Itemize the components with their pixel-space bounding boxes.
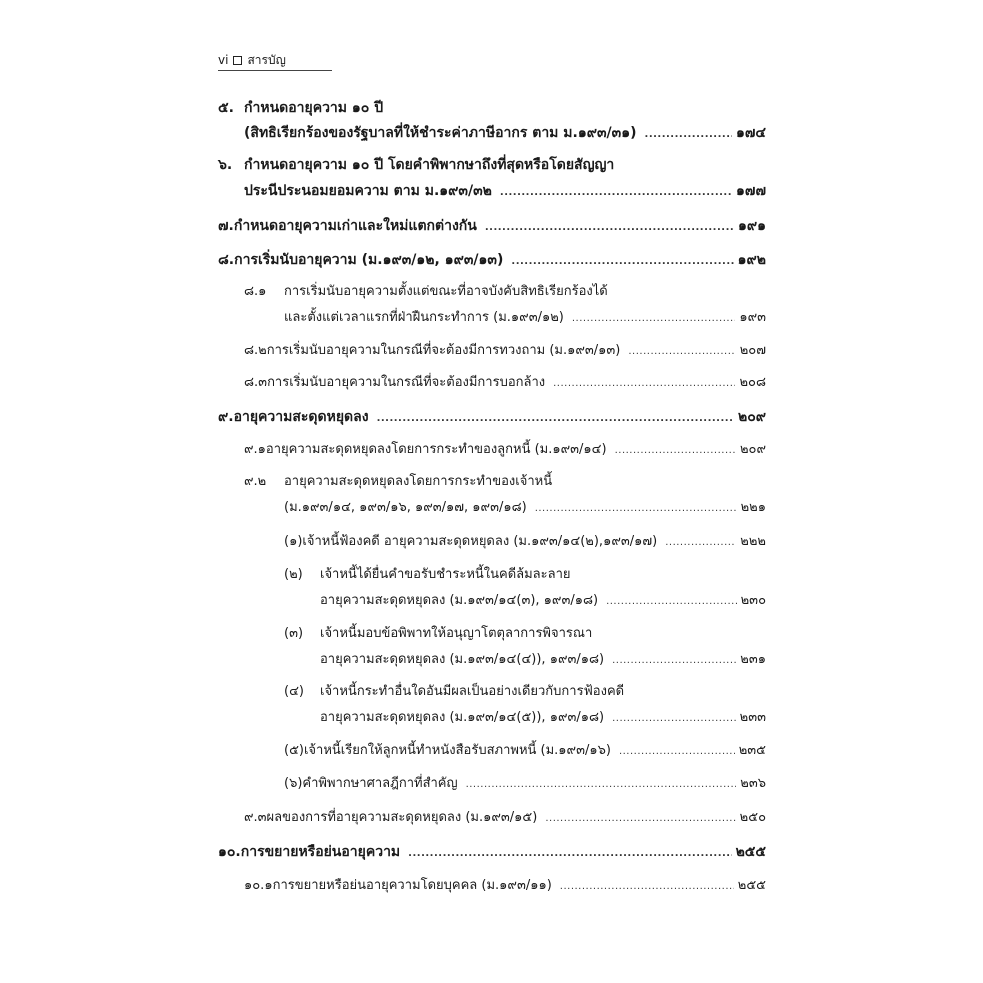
toc-entry-number: (๑) bbox=[284, 534, 303, 549]
toc-entry-page: ๒๓๓ bbox=[739, 710, 766, 725]
toc-entry-page: ๒๐๗ bbox=[739, 343, 766, 358]
toc-entry-page: ๑๙๒ bbox=[737, 252, 766, 268]
toc-entry-page: ๒๕๐ bbox=[739, 810, 766, 825]
toc-entry-7[interactable] bbox=[218, 219, 766, 233]
toc-entry-page: ๒๕๕ bbox=[737, 878, 766, 893]
toc-entry-number: (๔) bbox=[284, 684, 304, 699]
toc-entry-number: ๘.๑ bbox=[244, 284, 267, 299]
toc-entry-5-line-1 bbox=[218, 101, 383, 115]
toc-entry-title: กำหนดอายุความเก่าและใหม่แตกต่างกัน bbox=[233, 218, 477, 234]
page-header-title: สารบัญ bbox=[247, 52, 286, 67]
toc-entry-number: ๙.๓ bbox=[244, 810, 267, 825]
toc-entry-title: การเริ่มนับอายุความในกรณีที่จะต้องมีการทวงถาม (ม.๑๙๓/๑๓) bbox=[266, 343, 621, 358]
leader-dots bbox=[485, 223, 734, 233]
toc-entry-8-3[interactable] bbox=[244, 376, 766, 389]
toc-entry-9-2-2-line-1 bbox=[284, 568, 571, 581]
toc-entry-10-1[interactable] bbox=[244, 879, 766, 892]
toc-entry-title: อายุความสะดุดหยุดลงโดยการกระทำของลูกหนี้ (ม.๑๙๓/๑๔) bbox=[265, 442, 607, 457]
page-number-roman: vi bbox=[218, 53, 229, 67]
toc-entry-9-1[interactable] bbox=[244, 443, 766, 456]
toc-entry-number: ๑๐. bbox=[218, 844, 241, 860]
leader-dots bbox=[511, 257, 733, 267]
toc-entry-9-2-line-2[interactable] bbox=[284, 501, 766, 514]
toc-entry-title: เจ้าหนี้ฟ้องคดี อายุความสะดุดหยุดลง (ม.๑๙๓/๑๔(๒),๑๙๓/๑๗) bbox=[302, 534, 658, 549]
leader-dots bbox=[628, 347, 735, 357]
toc-entry-number: ๕. bbox=[218, 100, 234, 116]
toc-entry-9-2-4-line-2[interactable] bbox=[320, 711, 766, 724]
leader-dots bbox=[572, 314, 735, 324]
leader-dots bbox=[545, 814, 735, 824]
toc-entry-number: ๑๐.๑ bbox=[244, 878, 273, 893]
leader-dots bbox=[560, 882, 734, 892]
toc-entry-9-2-3-line-2[interactable] bbox=[320, 653, 766, 666]
toc-entry-9-2-2-line-2[interactable] bbox=[320, 594, 766, 607]
toc-entry-9-2-6[interactable] bbox=[284, 777, 766, 790]
toc-entry-8-1-line-2[interactable] bbox=[284, 311, 766, 324]
toc-entry-title: ผลของการที่อายุความสะดุดหยุดลง (ม.๑๙๓/๑๕) bbox=[266, 810, 538, 825]
toc-entry-page: ๒๐๘ bbox=[739, 375, 766, 390]
leader-dots bbox=[553, 379, 735, 389]
toc-entry-title: คำพิพากษาศาลฎีกาที่สำคัญ bbox=[302, 776, 458, 791]
toc-entry-8-1-line-1 bbox=[244, 285, 608, 298]
square-bullet-icon bbox=[233, 56, 242, 65]
toc-entry-6-line-2[interactable] bbox=[244, 184, 766, 198]
toc-entry-title: การเริ่มนับอายุความตั้งแต่ขณะที่อาจบังคับสิทธิเรียกร้องได้ bbox=[284, 284, 608, 299]
toc-entry-9-2-3-line-1 bbox=[284, 627, 592, 640]
leader-dots bbox=[377, 414, 734, 424]
toc-entry-number: ๙.๑ bbox=[244, 442, 266, 457]
leader-dots bbox=[612, 656, 736, 666]
toc-entry-title: เจ้าหนี้มอบข้อพิพาทให้อนุญาโตตุลาการพิจารณา bbox=[320, 626, 593, 641]
toc-entry-number: (๖) bbox=[284, 776, 303, 791]
toc-entry-9-3[interactable] bbox=[244, 811, 766, 824]
toc-entry-title-cont: อายุความสะดุดหยุดลง (ม.๑๙๓/๑๔(๔)), ๑๙๓/๑๘) bbox=[320, 652, 605, 667]
toc-entry-page: ๑๗๔ bbox=[735, 125, 766, 141]
toc-entry-title-cont: ประนีประนอมยอมความ ตาม ม.๑๙๓/๓๒ bbox=[244, 183, 492, 199]
leader-dots bbox=[535, 504, 737, 514]
toc-entry-5-line-2[interactable] bbox=[244, 126, 766, 140]
toc-entry-title: การขยายหรือย่นอายุความ bbox=[240, 844, 401, 860]
toc-entry-page: ๒๒๒ bbox=[740, 534, 766, 549]
toc-entry-title: เจ้าหนี้ได้ยื่นคำขอรับชำระหนี้ในคดีล้มละลาย bbox=[320, 567, 571, 582]
toc-entry-title: การเริ่มนับอายุความในกรณีที่จะต้องมีการบอกล้าง bbox=[267, 375, 546, 390]
toc-entry-number: ๘.๒ bbox=[244, 343, 267, 358]
leader-dots bbox=[619, 747, 735, 757]
toc-entry-number: ๙. bbox=[218, 409, 234, 425]
toc-entry-8-2[interactable] bbox=[244, 344, 766, 357]
toc-entry-6-line-1 bbox=[218, 158, 614, 172]
toc-entry-number: ๘.๓ bbox=[244, 375, 268, 390]
leader-dots bbox=[612, 714, 736, 724]
toc-entry-title: กำหนดอายุความ ๑๐ ปี bbox=[244, 100, 384, 116]
toc-entry-page: ๑๙๑ bbox=[737, 218, 766, 234]
toc-entry-page: ๒๕๕ bbox=[735, 844, 766, 860]
toc-entry-title: เจ้าหนี้กระทำอื่นใดอันมีผลเป็นอย่างเดียวกับการฟ้องคดี bbox=[320, 684, 625, 699]
toc-entry-title-cont: อายุความสะดุดหยุดลง (ม.๑๙๓/๑๔(๕)), ๑๙๓/๑๘) bbox=[320, 710, 605, 725]
leader-dots bbox=[615, 446, 736, 456]
toc-entry-title-cont: และตั้งแต่เวลาแรกที่ฝ่าฝืนกระทำการ (ม.๑๙๓/๑๒) bbox=[284, 310, 564, 325]
toc-entry-9-2-4-line-1 bbox=[284, 685, 624, 698]
leader-dots bbox=[466, 780, 737, 790]
toc-entry-page: ๒๓๖ bbox=[740, 776, 766, 791]
toc-entry-number: ๖. bbox=[218, 157, 233, 173]
toc-entry-number: ๙.๒ bbox=[244, 474, 267, 489]
toc-entry-page: ๒๐๙ bbox=[737, 409, 766, 425]
toc-entry-page: ๒๓๑ bbox=[740, 652, 766, 667]
toc-entry-page: ๑๗๗ bbox=[736, 183, 766, 199]
toc-entry-10[interactable] bbox=[218, 845, 766, 859]
toc-entry-page: ๒๐๙ bbox=[739, 442, 766, 457]
toc-entry-number: (๒) bbox=[284, 567, 303, 582]
toc-entry-title: เจ้าหนี้เรียกให้ลูกหนี้ทำหนังสือรับสภาพหนี้ (ม.๑๙๓/๑๖) bbox=[303, 743, 611, 758]
leader-dots bbox=[665, 538, 736, 548]
toc-entry-number: ๗. bbox=[218, 218, 234, 234]
toc-entry-9-2-1[interactable] bbox=[284, 535, 766, 548]
leader-dots bbox=[408, 849, 731, 859]
leader-dots bbox=[645, 130, 732, 140]
toc-entry-9-2-5[interactable] bbox=[284, 744, 766, 757]
toc-entry-number: (๕) bbox=[284, 743, 304, 758]
toc-entry-title-cont: (ม.๑๙๓/๑๔, ๑๙๓/๑๖, ๑๙๓/๑๗, ๑๙๓/๑๘) bbox=[284, 500, 527, 515]
toc-entry-title: กำหนดอายุความ ๑๐ ปี โดยคำพิพากษาถึงที่สุดหรือโดยสัญญา bbox=[244, 157, 615, 173]
toc-entry-title: อายุความสะดุดหยุดลงโดยการกระทำของเจ้าหนี้ bbox=[284, 474, 553, 489]
toc-entry-title: อายุความสะดุดหยุดลง bbox=[233, 409, 369, 425]
toc-entry-page: ๑๙๓ bbox=[739, 310, 766, 325]
toc-entry-9[interactable] bbox=[218, 410, 766, 424]
leader-dots bbox=[606, 597, 737, 607]
toc-entry-page: ๒๓๐ bbox=[740, 593, 766, 608]
toc-entry-8[interactable] bbox=[218, 253, 766, 267]
toc-entry-page: ๒๓๕ bbox=[738, 743, 766, 758]
toc-entry-title: การขยายหรือย่นอายุความโดยบุคคล (ม.๑๙๓/๑๑) bbox=[272, 878, 552, 893]
toc-entry-title-cont: อายุความสะดุดหยุดลง (ม.๑๙๓/๑๔(๓), ๑๙๓/๑๘) bbox=[320, 593, 599, 608]
toc-entry-title-cont: (สิทธิเรียกร้องของรัฐบาลที่ให้ชำระค่าภาษีอากร ตาม ม.๑๙๓/๓๑) bbox=[244, 125, 637, 141]
toc-entry-title: การเริ่มนับอายุความ (ม.๑๙๓/๑๒, ๑๙๓/๑๓) bbox=[234, 252, 504, 268]
toc-entry-9-2-line-1 bbox=[244, 475, 552, 488]
toc-entry-number: (๓) bbox=[284, 626, 304, 641]
leader-dots bbox=[500, 188, 732, 198]
toc-entry-number: ๘. bbox=[218, 252, 235, 268]
page-header bbox=[218, 50, 332, 71]
toc-entry-page: ๒๒๑ bbox=[740, 500, 766, 515]
